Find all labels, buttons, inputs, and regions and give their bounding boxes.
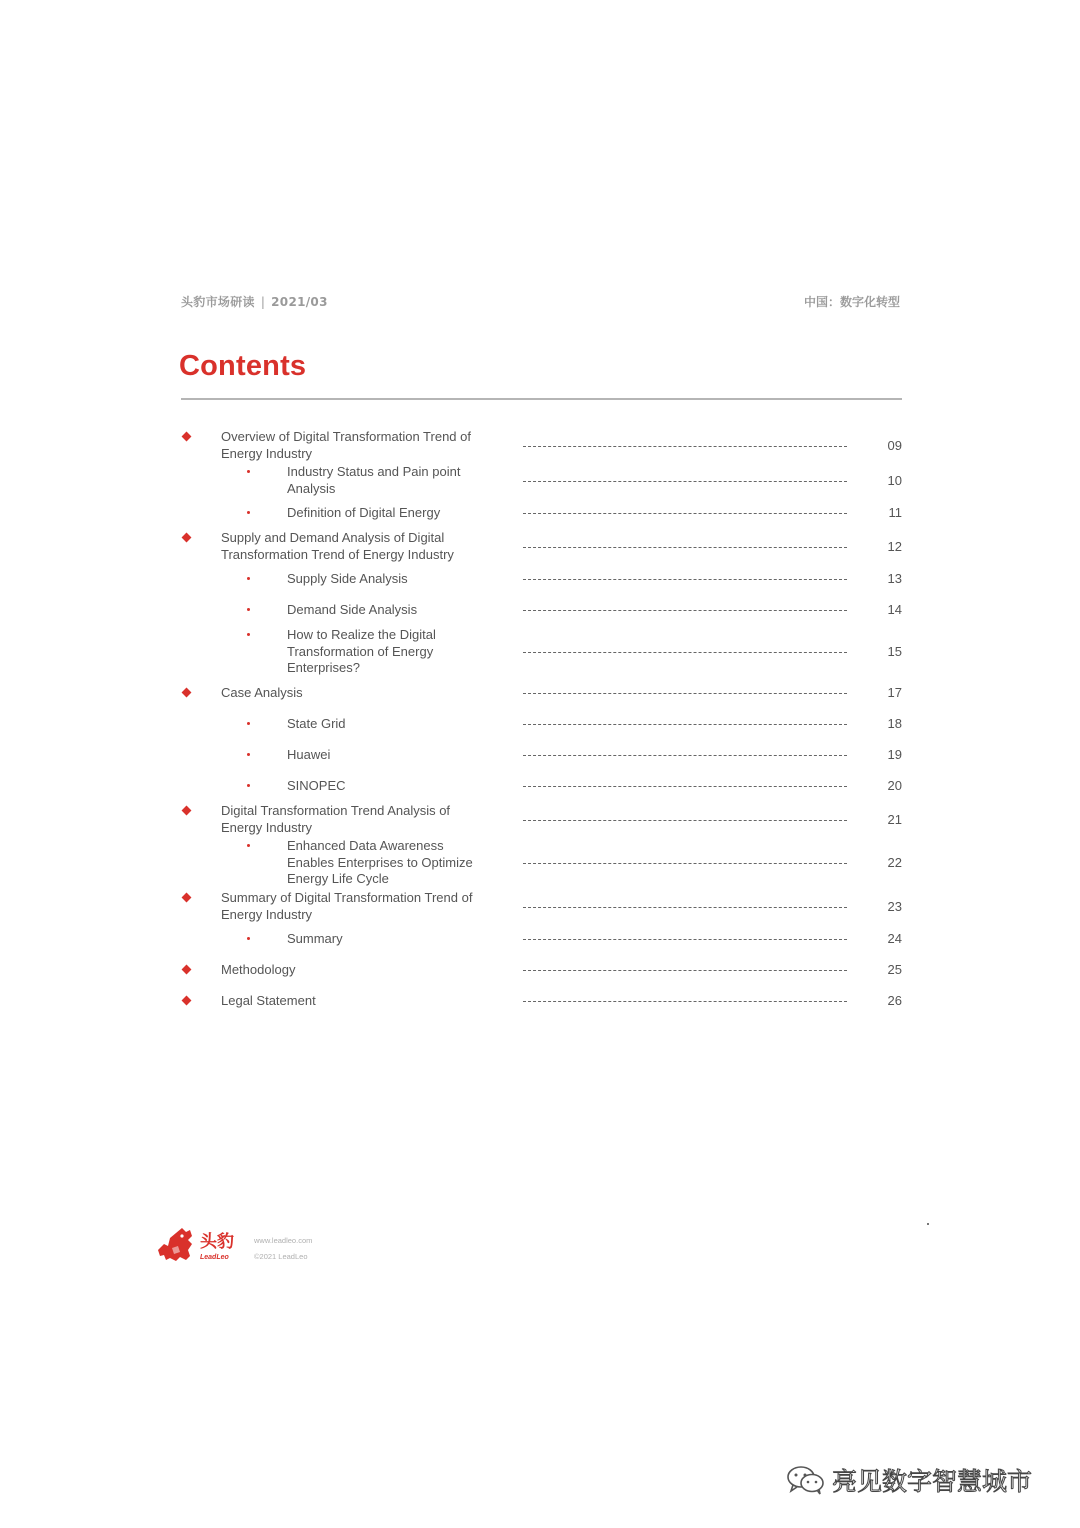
dot-bullet-icon [247, 511, 250, 514]
header-brand: 头豹市场研读 [181, 295, 255, 309]
logo-en: LeadLeo [200, 1254, 229, 1261]
diamond-bullet-icon [182, 533, 192, 543]
toc-page-number: 22 [887, 855, 902, 870]
toc-leader [523, 724, 847, 725]
wechat-icon [786, 1464, 826, 1496]
toc-page-number: 24 [887, 931, 902, 946]
header-separator: | [260, 295, 266, 309]
watermark-text: 亮见数字智慧城市 [832, 1467, 1033, 1496]
toc-leader [523, 907, 847, 908]
toc-leader [523, 513, 847, 514]
toc-page-number: 23 [887, 899, 902, 914]
toc-page-number: 13 [887, 571, 902, 586]
dot-bullet-icon [247, 753, 250, 756]
dot-bullet-icon [247, 937, 250, 940]
diamond-bullet-icon [182, 688, 192, 698]
toc-leader [523, 693, 847, 694]
toc-leader [523, 863, 847, 864]
toc-label: Digital Transformation Trend Analysis of Energy Industry [221, 803, 451, 835]
toc-page-number: 19 [887, 747, 902, 762]
toc-page-number: 10 [887, 473, 902, 488]
toc-leader [523, 579, 847, 580]
header-right-title: 中国：数字化转型 [803, 295, 900, 309]
toc-label: Demand Side Analysis [287, 602, 418, 617]
toc-label: SINOPEC [287, 778, 346, 793]
toc-page-number: 12 [887, 539, 902, 554]
dot-bullet-icon [247, 633, 250, 636]
page-title: Contents [179, 350, 307, 382]
diamond-bullet-icon [182, 893, 192, 903]
toc-leader [523, 970, 847, 971]
toc-page-number: 15 [887, 644, 902, 659]
toc-leader [523, 939, 847, 940]
diamond-bullet-icon [182, 432, 192, 442]
toc-page-number: 14 [887, 602, 902, 617]
footer-logo [156, 1224, 242, 1269]
toc-label: Enhanced Data Awareness Enables Enterprises to Optimize Energy Life Cycle [287, 838, 473, 886]
toc-label: Huawei [287, 747, 331, 762]
dot-bullet-icon [247, 844, 250, 847]
toc-page-number: 17 [887, 685, 902, 700]
toc-leader [523, 547, 847, 548]
toc-page-number: 18 [887, 716, 902, 731]
toc-label: Summary [287, 931, 343, 946]
toc-label: State Grid [287, 716, 346, 731]
stray-dot [927, 1223, 929, 1225]
toc-leader [523, 652, 847, 653]
toc-label: Definition of Digital Energy [287, 505, 441, 520]
dot-bullet-icon [247, 577, 250, 580]
toc-page-number: 26 [887, 993, 902, 1008]
footer-text [254, 1233, 312, 1265]
footer-copyright: ©2021 LeadLeo [254, 1252, 308, 1261]
diamond-bullet-icon [182, 996, 192, 1006]
header-left [181, 293, 328, 310]
toc-leader [523, 1001, 847, 1002]
toc-leader [523, 481, 847, 482]
footer-website[interactable]: www.leadleo.com [254, 1236, 313, 1245]
toc-page-number: 11 [888, 505, 902, 520]
dot-bullet-icon [247, 470, 250, 473]
toc-label: Supply Side Analysis [287, 571, 408, 586]
toc-label: How to Realize the Digital Transformation of Energy Enterprises? [287, 627, 436, 675]
diamond-bullet-icon [182, 965, 192, 975]
watermark [786, 1462, 1032, 1498]
header-date: 2021/03 [271, 295, 328, 309]
toc-page-number: 20 [887, 778, 902, 793]
toc-label: Summary of Digital Transformation Trend of Energy Industry [221, 890, 473, 922]
toc-page-number: 21 [887, 812, 902, 827]
dot-bullet-icon [247, 722, 250, 725]
diamond-bullet-icon [182, 806, 192, 816]
toc-label: Industry Status and Pain point Analysis [287, 464, 461, 496]
toc-leader [523, 610, 847, 611]
toc-label: Methodology [221, 962, 296, 977]
logo-cn: 头豹 [200, 1232, 234, 1252]
toc-page-number: 09 [887, 438, 902, 453]
title-divider [181, 398, 902, 400]
toc-label: Case Analysis [221, 685, 303, 700]
toc-label: Overview of Digital Transformation Trend of Energy Industry [221, 429, 471, 461]
toc-label: Legal Statement [221, 993, 316, 1008]
dot-bullet-icon [247, 784, 250, 787]
toc-leader [523, 755, 847, 756]
toc-leader [523, 820, 847, 821]
toc-page-number: 25 [887, 962, 902, 977]
dot-bullet-icon [247, 608, 250, 611]
leadleo-logo-icon [156, 1224, 242, 1264]
toc-leader [523, 446, 847, 447]
toc-leader [523, 786, 847, 787]
toc-label: Supply and Demand Analysis of Digital Transformation Trend of Energy Industry [221, 530, 454, 562]
